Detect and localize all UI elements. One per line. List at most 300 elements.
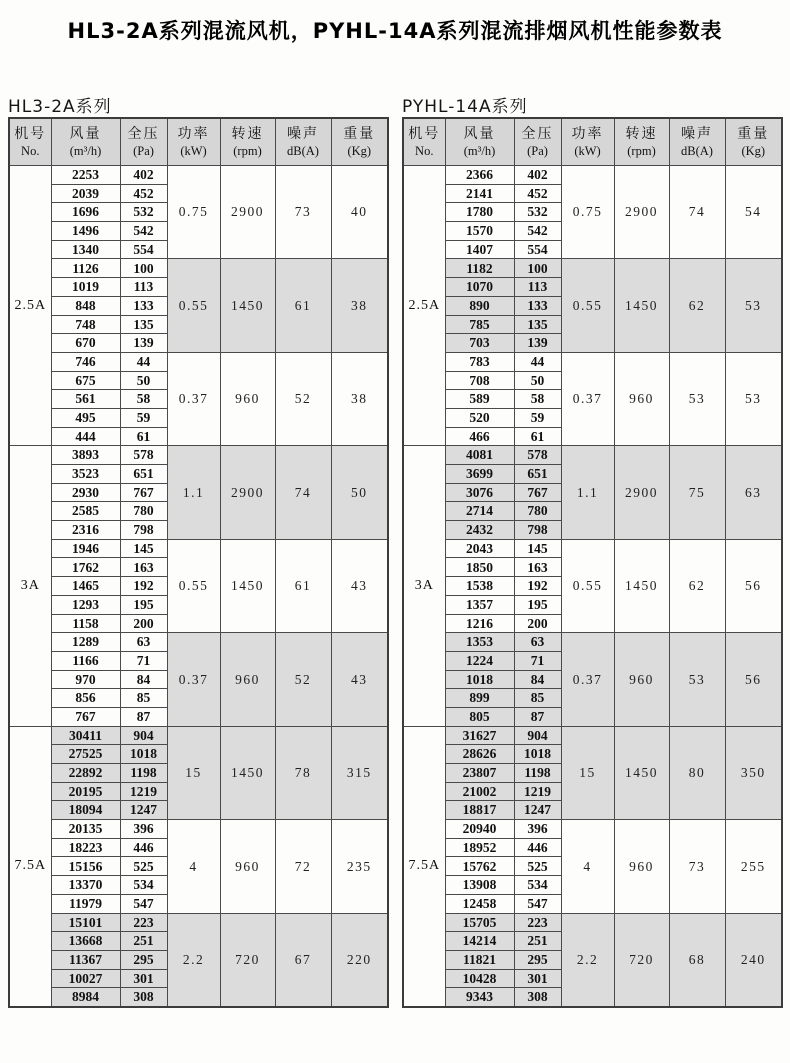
col-header-speed bbox=[220, 118, 275, 166]
flow-cell: 10428 bbox=[445, 969, 514, 988]
pressure-cell: 133 bbox=[120, 296, 167, 315]
pressure-cell: 1018 bbox=[120, 745, 167, 764]
pressure-cell: 1247 bbox=[120, 801, 167, 820]
series-label-pyhl-14a: PYHL-14A系列 bbox=[402, 97, 528, 117]
pressure-cell: 525 bbox=[120, 857, 167, 876]
flow-cell: 670 bbox=[51, 334, 120, 353]
power-cell: 0.55 bbox=[561, 539, 614, 632]
flow-cell: 805 bbox=[445, 707, 514, 726]
col-header-label: 风量 bbox=[69, 126, 102, 142]
col-header-unit: dB(A) bbox=[681, 144, 713, 158]
pressure-cell: 58 bbox=[120, 390, 167, 409]
pressure-cell: 100 bbox=[120, 259, 167, 278]
flow-cell: 23807 bbox=[445, 764, 514, 783]
weight-cell: 255 bbox=[725, 820, 782, 913]
pressure-cell: 1219 bbox=[514, 782, 561, 801]
power-cell: 0.37 bbox=[561, 633, 614, 726]
pressure-cell: 85 bbox=[514, 689, 561, 708]
pressure-cell: 402 bbox=[514, 166, 561, 185]
flow-cell: 15762 bbox=[445, 857, 514, 876]
table-row bbox=[9, 259, 388, 278]
pressure-cell: 145 bbox=[120, 539, 167, 558]
flow-cell: 2253 bbox=[51, 166, 120, 185]
pressure-cell: 780 bbox=[120, 502, 167, 521]
flow-cell: 13370 bbox=[51, 876, 120, 895]
pressure-cell: 532 bbox=[514, 203, 561, 222]
flow-cell: 1496 bbox=[51, 222, 120, 241]
performance-table-pyhl-14a bbox=[402, 117, 783, 1008]
col-header-unit: dB(A) bbox=[287, 144, 319, 158]
flow-cell: 30411 bbox=[51, 726, 120, 745]
table-block-hl3-2a bbox=[8, 92, 389, 1008]
flow-cell: 1538 bbox=[445, 577, 514, 596]
flow-cell: 21002 bbox=[445, 782, 514, 801]
table-row bbox=[403, 446, 782, 465]
rpm-cell: 2900 bbox=[220, 166, 275, 259]
flow-cell: 1353 bbox=[445, 633, 514, 652]
pressure-cell: 195 bbox=[120, 595, 167, 614]
pressure-cell: 547 bbox=[514, 894, 561, 913]
flow-cell: 15156 bbox=[51, 857, 120, 876]
power-cell: 15 bbox=[167, 726, 220, 819]
power-cell: 0.75 bbox=[561, 166, 614, 259]
flow-cell: 1126 bbox=[51, 259, 120, 278]
flow-cell: 18952 bbox=[445, 838, 514, 857]
pressure-cell: 44 bbox=[514, 352, 561, 371]
noise-cell: 61 bbox=[275, 539, 331, 632]
rpm-cell: 1450 bbox=[220, 259, 275, 352]
power-cell: 15 bbox=[561, 726, 614, 819]
noise-cell: 62 bbox=[669, 259, 725, 352]
col-header-flow bbox=[51, 118, 120, 166]
rpm-cell: 960 bbox=[614, 633, 669, 726]
col-header-label: 噪声 bbox=[681, 126, 713, 142]
flow-cell: 1158 bbox=[51, 614, 120, 633]
noise-cell: 74 bbox=[669, 166, 725, 259]
pressure-cell: 446 bbox=[514, 838, 561, 857]
pressure-cell: 192 bbox=[514, 577, 561, 596]
table-row bbox=[9, 726, 388, 745]
pressure-cell: 396 bbox=[514, 820, 561, 839]
pressure-cell: 452 bbox=[514, 184, 561, 203]
table-block-pyhl-14a bbox=[402, 92, 783, 1008]
col-header-unit: (Kg) bbox=[347, 144, 372, 158]
flow-cell: 970 bbox=[51, 670, 120, 689]
flow-cell: 8984 bbox=[51, 988, 120, 1007]
noise-cell: 52 bbox=[275, 633, 331, 726]
flow-cell: 1357 bbox=[445, 595, 514, 614]
pressure-cell: 200 bbox=[120, 614, 167, 633]
flow-cell: 1780 bbox=[445, 203, 514, 222]
pressure-cell: 525 bbox=[514, 857, 561, 876]
flow-cell: 20195 bbox=[51, 782, 120, 801]
power-cell: 0.75 bbox=[167, 166, 220, 259]
col-header-label: 重量 bbox=[343, 126, 376, 142]
col-header-label: 功率 bbox=[571, 126, 604, 142]
noise-cell: 68 bbox=[669, 913, 725, 1007]
rpm-cell: 1450 bbox=[614, 539, 669, 632]
col-header-label: 全压 bbox=[127, 126, 160, 142]
table-row bbox=[9, 446, 388, 465]
pressure-cell: 223 bbox=[120, 913, 167, 932]
flow-cell: 466 bbox=[445, 427, 514, 446]
pressure-cell: 542 bbox=[514, 222, 561, 241]
flow-cell: 1216 bbox=[445, 614, 514, 633]
weight-cell: 220 bbox=[331, 913, 388, 1007]
flow-cell: 3893 bbox=[51, 446, 120, 465]
power-cell: 1.1 bbox=[561, 446, 614, 539]
pressure-cell: 223 bbox=[514, 913, 561, 932]
pressure-cell: 452 bbox=[120, 184, 167, 203]
flow-cell: 708 bbox=[445, 371, 514, 390]
noise-cell: 78 bbox=[275, 726, 331, 819]
flow-cell: 15705 bbox=[445, 913, 514, 932]
rpm-cell: 720 bbox=[614, 913, 669, 1007]
flow-cell: 1340 bbox=[51, 240, 120, 259]
rpm-cell: 960 bbox=[614, 820, 669, 913]
weight-cell: 240 bbox=[725, 913, 782, 1007]
pressure-cell: 446 bbox=[120, 838, 167, 857]
col-header-label: 机号 bbox=[14, 126, 47, 142]
pressure-cell: 135 bbox=[120, 315, 167, 334]
pressure-cell: 295 bbox=[514, 950, 561, 969]
flow-cell: 520 bbox=[445, 408, 514, 427]
col-header-unit: (Pa) bbox=[527, 144, 548, 158]
performance-table-hl3-2a bbox=[8, 117, 389, 1008]
flow-cell: 10027 bbox=[51, 969, 120, 988]
pressure-cell: 50 bbox=[120, 371, 167, 390]
power-cell: 0.55 bbox=[167, 539, 220, 632]
flow-cell: 1293 bbox=[51, 595, 120, 614]
pressure-cell: 139 bbox=[120, 334, 167, 353]
col-header-model bbox=[403, 118, 445, 166]
flow-cell: 13668 bbox=[51, 932, 120, 951]
flow-cell: 28626 bbox=[445, 745, 514, 764]
flow-cell: 1224 bbox=[445, 651, 514, 670]
col-header-noise bbox=[669, 118, 725, 166]
flow-cell: 18094 bbox=[51, 801, 120, 820]
flow-cell: 2039 bbox=[51, 184, 120, 203]
pressure-cell: 113 bbox=[514, 278, 561, 297]
flow-cell: 1019 bbox=[51, 278, 120, 297]
weight-cell: 56 bbox=[725, 633, 782, 726]
power-cell: 0.37 bbox=[561, 352, 614, 445]
flow-cell: 12458 bbox=[445, 894, 514, 913]
flow-cell: 561 bbox=[51, 390, 120, 409]
flow-cell: 746 bbox=[51, 352, 120, 371]
pressure-cell: 145 bbox=[514, 539, 561, 558]
weight-cell: 50 bbox=[331, 446, 388, 539]
pressure-cell: 58 bbox=[514, 390, 561, 409]
table-row bbox=[403, 820, 782, 839]
pressure-cell: 554 bbox=[514, 240, 561, 259]
pressure-cell: 767 bbox=[120, 483, 167, 502]
pressure-cell: 1219 bbox=[120, 782, 167, 801]
flow-cell: 589 bbox=[445, 390, 514, 409]
model-cell: 2.5A bbox=[9, 166, 51, 446]
flow-cell: 890 bbox=[445, 296, 514, 315]
pressure-cell: 532 bbox=[120, 203, 167, 222]
col-header-unit: (m³/h) bbox=[463, 144, 496, 158]
flow-cell: 27525 bbox=[51, 745, 120, 764]
pressure-cell: 402 bbox=[120, 166, 167, 185]
noise-cell: 73 bbox=[669, 820, 725, 913]
flow-cell: 495 bbox=[51, 408, 120, 427]
flow-cell: 18223 bbox=[51, 838, 120, 857]
pressure-cell: 84 bbox=[514, 670, 561, 689]
pressure-cell: 308 bbox=[514, 988, 561, 1007]
col-header-unit: No. bbox=[21, 144, 40, 158]
weight-cell: 43 bbox=[331, 539, 388, 632]
flow-cell: 785 bbox=[445, 315, 514, 334]
flow-cell: 2316 bbox=[51, 521, 120, 540]
rpm-cell: 960 bbox=[220, 633, 275, 726]
model-cell: 7.5A bbox=[403, 726, 445, 1007]
pressure-cell: 59 bbox=[120, 408, 167, 427]
series-label-hl3-2a: HL3-2A系列 bbox=[8, 97, 112, 117]
power-cell: 0.55 bbox=[167, 259, 220, 352]
col-header-model bbox=[9, 118, 51, 166]
col-header-unit: (kW) bbox=[180, 144, 207, 158]
flow-cell: 1946 bbox=[51, 539, 120, 558]
flow-cell: 15101 bbox=[51, 913, 120, 932]
col-header-power bbox=[561, 118, 614, 166]
flow-cell: 783 bbox=[445, 352, 514, 371]
pressure-cell: 308 bbox=[120, 988, 167, 1007]
col-header-noise bbox=[275, 118, 331, 166]
weight-cell: 53 bbox=[725, 352, 782, 445]
weight-cell: 38 bbox=[331, 259, 388, 352]
table-row bbox=[403, 633, 782, 652]
flow-cell: 1289 bbox=[51, 633, 120, 652]
power-cell: 0.37 bbox=[167, 352, 220, 445]
weight-cell: 38 bbox=[331, 352, 388, 445]
col-header-label: 全压 bbox=[521, 126, 554, 142]
weight-cell: 315 bbox=[331, 726, 388, 819]
pressure-cell: 1198 bbox=[514, 764, 561, 783]
table-row bbox=[9, 633, 388, 652]
power-cell: 2.2 bbox=[167, 913, 220, 1007]
rpm-cell: 2900 bbox=[220, 446, 275, 539]
noise-cell: 75 bbox=[669, 446, 725, 539]
model-cell: 3A bbox=[403, 446, 445, 726]
noise-cell: 53 bbox=[669, 633, 725, 726]
flow-cell: 2585 bbox=[51, 502, 120, 521]
power-cell: 2.2 bbox=[561, 913, 614, 1007]
col-header-pressure bbox=[120, 118, 167, 166]
model-cell: 3A bbox=[9, 446, 51, 726]
table-row bbox=[9, 913, 388, 932]
power-cell: 0.55 bbox=[561, 259, 614, 352]
table-row bbox=[403, 352, 782, 371]
flow-cell: 848 bbox=[51, 296, 120, 315]
rpm-cell: 960 bbox=[220, 820, 275, 913]
col-header-unit: (Pa) bbox=[133, 144, 154, 158]
pressure-cell: 163 bbox=[120, 558, 167, 577]
col-header-unit: (Kg) bbox=[741, 144, 766, 158]
flow-cell: 4081 bbox=[445, 446, 514, 465]
rpm-cell: 960 bbox=[220, 352, 275, 445]
rpm-cell: 2900 bbox=[614, 166, 669, 259]
flow-cell: 2714 bbox=[445, 502, 514, 521]
flow-cell: 18817 bbox=[445, 801, 514, 820]
flow-cell: 11367 bbox=[51, 950, 120, 969]
noise-cell: 62 bbox=[669, 539, 725, 632]
pressure-cell: 534 bbox=[120, 876, 167, 895]
col-header-unit: (rpm) bbox=[627, 144, 656, 158]
pressure-cell: 542 bbox=[120, 222, 167, 241]
weight-cell: 54 bbox=[725, 166, 782, 259]
pressure-cell: 192 bbox=[120, 577, 167, 596]
pressure-cell: 798 bbox=[120, 521, 167, 540]
pressure-cell: 163 bbox=[514, 558, 561, 577]
pressure-cell: 44 bbox=[120, 352, 167, 371]
col-header-label: 机号 bbox=[408, 126, 441, 142]
flow-cell: 1570 bbox=[445, 222, 514, 241]
pressure-cell: 767 bbox=[514, 483, 561, 502]
pressure-cell: 780 bbox=[514, 502, 561, 521]
page-title: HL3-2A系列混流风机，PYHL-14A系列混流排烟风机性能参数表 bbox=[67, 19, 723, 43]
flow-cell: 767 bbox=[51, 707, 120, 726]
weight-cell: 43 bbox=[331, 633, 388, 726]
pressure-cell: 87 bbox=[120, 707, 167, 726]
rpm-cell: 960 bbox=[614, 352, 669, 445]
flow-cell: 22892 bbox=[51, 764, 120, 783]
pressure-cell: 63 bbox=[514, 633, 561, 652]
pressure-cell: 59 bbox=[514, 408, 561, 427]
weight-cell: 53 bbox=[725, 259, 782, 352]
pressure-cell: 651 bbox=[514, 465, 561, 484]
table-row bbox=[9, 166, 388, 185]
pressure-cell: 547 bbox=[120, 894, 167, 913]
noise-cell: 52 bbox=[275, 352, 331, 445]
pressure-cell: 85 bbox=[120, 689, 167, 708]
table-row bbox=[403, 259, 782, 278]
pressure-cell: 139 bbox=[514, 334, 561, 353]
pressure-cell: 904 bbox=[514, 726, 561, 745]
flow-cell: 1762 bbox=[51, 558, 120, 577]
table-row bbox=[9, 539, 388, 558]
pressure-cell: 200 bbox=[514, 614, 561, 633]
col-header-weight bbox=[725, 118, 782, 166]
flow-cell: 1182 bbox=[445, 259, 514, 278]
pressure-cell: 63 bbox=[120, 633, 167, 652]
pressure-cell: 50 bbox=[514, 371, 561, 390]
flow-cell: 9343 bbox=[445, 988, 514, 1007]
pressure-cell: 295 bbox=[120, 950, 167, 969]
table-row bbox=[403, 913, 782, 932]
col-header-label: 噪声 bbox=[287, 126, 319, 142]
power-cell: 0.37 bbox=[167, 633, 220, 726]
model-cell: 7.5A bbox=[9, 726, 51, 1007]
col-header-unit: No. bbox=[415, 144, 434, 158]
flow-cell: 13908 bbox=[445, 876, 514, 895]
flow-cell: 899 bbox=[445, 689, 514, 708]
rpm-cell: 1450 bbox=[614, 726, 669, 819]
pressure-cell: 100 bbox=[514, 259, 561, 278]
col-header-unit: (m³/h) bbox=[69, 144, 102, 158]
flow-cell: 1850 bbox=[445, 558, 514, 577]
pressure-cell: 84 bbox=[120, 670, 167, 689]
header-row bbox=[9, 118, 388, 166]
rpm-cell: 1450 bbox=[614, 259, 669, 352]
pressure-cell: 554 bbox=[120, 240, 167, 259]
flow-cell: 11821 bbox=[445, 950, 514, 969]
flow-cell: 31627 bbox=[445, 726, 514, 745]
pressure-cell: 301 bbox=[120, 969, 167, 988]
weight-cell: 56 bbox=[725, 539, 782, 632]
flow-cell: 20135 bbox=[51, 820, 120, 839]
pressure-cell: 71 bbox=[514, 651, 561, 670]
flow-cell: 1407 bbox=[445, 240, 514, 259]
noise-cell: 61 bbox=[275, 259, 331, 352]
pressure-cell: 1018 bbox=[514, 745, 561, 764]
rpm-cell: 2900 bbox=[614, 446, 669, 539]
noise-cell: 73 bbox=[275, 166, 331, 259]
power-cell: 1.1 bbox=[167, 446, 220, 539]
table-row bbox=[9, 352, 388, 371]
flow-cell: 444 bbox=[51, 427, 120, 446]
flow-cell: 856 bbox=[51, 689, 120, 708]
weight-cell: 63 bbox=[725, 446, 782, 539]
flow-cell: 2043 bbox=[445, 539, 514, 558]
pressure-cell: 798 bbox=[514, 521, 561, 540]
flow-cell: 3523 bbox=[51, 465, 120, 484]
pressure-cell: 396 bbox=[120, 820, 167, 839]
flow-cell: 2366 bbox=[445, 166, 514, 185]
rpm-cell: 1450 bbox=[220, 726, 275, 819]
pressure-cell: 251 bbox=[514, 932, 561, 951]
col-header-power bbox=[167, 118, 220, 166]
flow-cell: 2432 bbox=[445, 521, 514, 540]
noise-cell: 67 bbox=[275, 913, 331, 1007]
pressure-cell: 195 bbox=[514, 595, 561, 614]
col-header-weight bbox=[331, 118, 388, 166]
flow-cell: 1018 bbox=[445, 670, 514, 689]
pressure-cell: 651 bbox=[120, 465, 167, 484]
pressure-cell: 113 bbox=[120, 278, 167, 297]
table-row bbox=[403, 539, 782, 558]
flow-cell: 20940 bbox=[445, 820, 514, 839]
pressure-cell: 71 bbox=[120, 651, 167, 670]
pressure-cell: 133 bbox=[514, 296, 561, 315]
col-header-unit: (kW) bbox=[574, 144, 601, 158]
flow-cell: 703 bbox=[445, 334, 514, 353]
col-header-label: 重量 bbox=[737, 126, 770, 142]
power-cell: 4 bbox=[561, 820, 614, 913]
pressure-cell: 578 bbox=[514, 446, 561, 465]
pressure-cell: 578 bbox=[120, 446, 167, 465]
rpm-cell: 720 bbox=[220, 913, 275, 1007]
flow-cell: 2930 bbox=[51, 483, 120, 502]
pressure-cell: 1198 bbox=[120, 764, 167, 783]
weight-cell: 40 bbox=[331, 166, 388, 259]
pressure-cell: 135 bbox=[514, 315, 561, 334]
col-header-unit: (rpm) bbox=[233, 144, 262, 158]
weight-cell: 235 bbox=[331, 820, 388, 913]
pressure-cell: 904 bbox=[120, 726, 167, 745]
weight-cell: 350 bbox=[725, 726, 782, 819]
table-row bbox=[403, 166, 782, 185]
flow-cell: 1070 bbox=[445, 278, 514, 297]
table-row bbox=[403, 726, 782, 745]
flow-cell: 1696 bbox=[51, 203, 120, 222]
model-cell: 2.5A bbox=[403, 166, 445, 446]
pressure-cell: 534 bbox=[514, 876, 561, 895]
flow-cell: 11979 bbox=[51, 894, 120, 913]
noise-cell: 80 bbox=[669, 726, 725, 819]
tables-container bbox=[8, 92, 783, 1008]
